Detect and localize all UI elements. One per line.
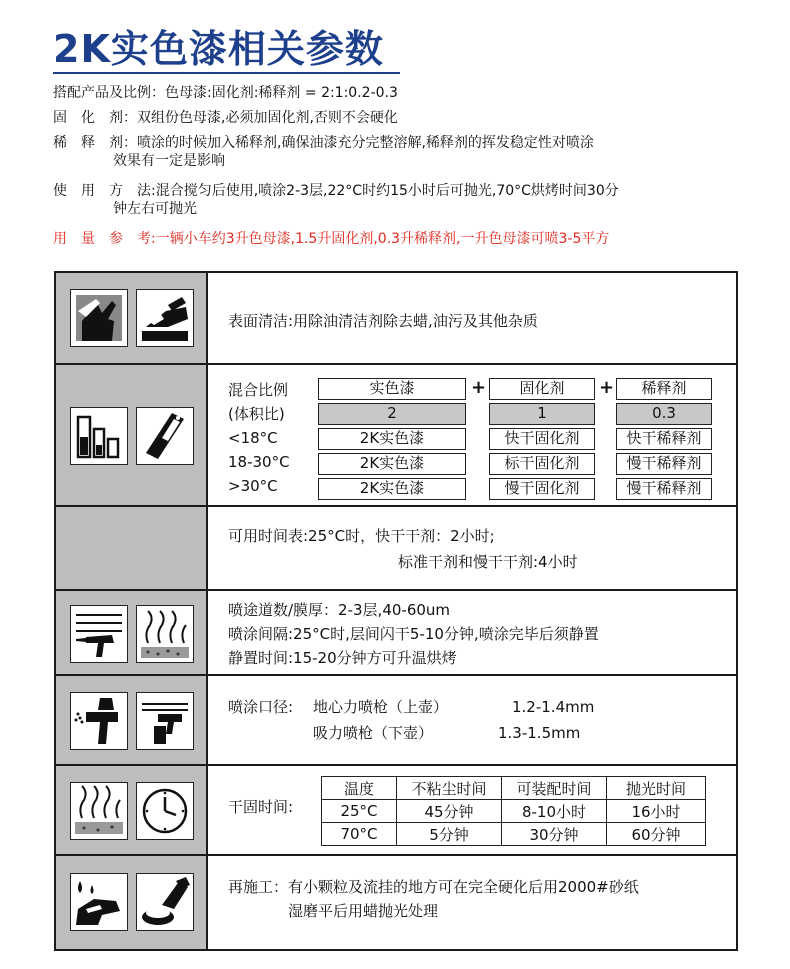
mix-r3-paint: 2K实色漆 — [318, 478, 466, 500]
thinner-line — [53, 134, 594, 170]
drying-cell: 70°C — [322, 823, 397, 846]
mix-head-hardener: 固化剂 — [489, 378, 595, 400]
clean-icon-column — [56, 273, 208, 363]
heat-dry-icon — [70, 782, 128, 840]
thinner-line-1: 稀 释 剂：喷涂的时候加入稀释剂,确保油漆充分完整溶解,稀释剂的挥发稳定性对喷涂 — [53, 135, 594, 151]
mix-label-1: 混合比例 — [228, 381, 289, 399]
stir-stick-icon — [136, 407, 194, 465]
drying-head-polish: 抛光时间 — [607, 777, 706, 800]
drying-icon-column — [56, 766, 208, 854]
clean-row — [56, 273, 736, 365]
table-row — [322, 823, 706, 846]
mix-ratio-thinner: 0.3 — [616, 403, 712, 425]
spray-line-3: 静置时间:15-20分钟方可升温烘烤 — [228, 649, 457, 667]
mix-r1-hardener: 快干固化剂 — [489, 428, 595, 450]
potlife-line-1: 可用时间表:25°C时，快干干剂：2小时; — [228, 527, 495, 545]
mix-temp-1: <18°C — [228, 429, 278, 447]
drying-head-dust: 不粘尘时间 — [397, 777, 502, 800]
drying-head-temp: 温度 — [322, 777, 397, 800]
rework-row — [56, 856, 736, 949]
spray-line-2: 喷涂间隔:25°C时,层间闪干5-10分钟,喷涂完毕后须静置 — [228, 625, 599, 643]
drying-cell: 45分钟 — [397, 800, 502, 823]
mix-head-thinner: 稀释剂 — [616, 378, 712, 400]
suction-gun-icon — [136, 692, 194, 750]
mix-icon-column — [56, 365, 208, 505]
clean-text: 表面清洁:用除油清洁剂除去蜡,油污及其他杂质 — [228, 312, 538, 330]
dosage-line: 用 量 参 考:一辆小车约3升色母漆,1.5升固化剂,0.3升稀释剂,一升色母漆可喷3-5平方 — [53, 231, 610, 247]
mix-ratio-hardener: 1 — [489, 403, 595, 425]
mix-plus-2: + — [599, 377, 615, 398]
polishing-icon — [136, 873, 194, 931]
mix-r3-thinner: 慢干稀释剂 — [616, 478, 712, 500]
drying-cell: 8-10小时 — [502, 800, 607, 823]
mix-row — [56, 365, 736, 507]
wet-sanding-icon — [70, 873, 128, 931]
usage-line-1: 使 用 方 法:混合搅匀后使用,喷涂2-3层,22°C时约15小时后可抛光,70°C烘烤时间30分 — [53, 183, 619, 199]
usage-line-2: 钟左右可抛光 — [113, 201, 197, 217]
spray-gun-layers-icon — [70, 605, 128, 663]
parameter-table — [54, 271, 738, 951]
mix-ratio-paint: 2 — [318, 403, 466, 425]
drying-cell: 25°C — [322, 800, 397, 823]
usage-line — [53, 182, 619, 218]
mix-r1-thinner: 快干稀释剂 — [616, 428, 712, 450]
spray-line-1: 喷途道数/膜厚：2-3层,40-60um — [228, 601, 451, 619]
rework-line-1: 再施工：有小颗粒及流挂的地方可在完全硬化后用2000#砂纸 — [228, 878, 639, 896]
drying-head-assemble: 可装配时间 — [502, 777, 607, 800]
nozzle-size-2: 1.3-1.5mm — [498, 724, 581, 742]
mix-label-2: (体积比) — [228, 405, 285, 423]
drying-table — [321, 776, 706, 846]
rework-line-2: 湿磨平后用蜡抛光处理 — [288, 902, 439, 920]
curing-line: 固 化 剂：双组份色母漆,必须加固化剂,否则不会硬化 — [53, 110, 398, 126]
measuring-cups-icon — [70, 407, 128, 465]
cloth-wipe-icon — [136, 289, 194, 347]
nozzle-gun-2: 吸力喷枪（下壶） — [313, 724, 434, 742]
mix-temp-3: >30°C — [228, 477, 278, 495]
potlife-row — [56, 507, 736, 591]
hand-wipe-icon — [70, 289, 128, 347]
potlife-line-2: 标准干剂和慢干干剂:4小时 — [398, 553, 578, 571]
rework-icon-column — [56, 856, 208, 949]
mix-r2-thinner: 慢干稀释剂 — [616, 453, 712, 475]
drying-cell: 30分钟 — [502, 823, 607, 846]
flash-off-heat-icon — [136, 605, 194, 663]
drying-row — [56, 766, 736, 856]
spray-icon-column — [56, 591, 208, 674]
ratio-line: 搭配产品及比例：色母漆:固化剂:稀释剂 = 2:1:0.2-0.3 — [53, 85, 398, 101]
drying-label: 干固时间: — [228, 798, 294, 816]
nozzle-gun-1: 地心力喷枪（上壶） — [313, 698, 449, 716]
drying-header-row — [322, 777, 706, 800]
title-underline — [53, 72, 400, 74]
page-title: 2K实色漆相关参数 — [53, 27, 384, 71]
drying-cell: 16小时 — [607, 800, 706, 823]
mix-r2-hardener: 标干固化剂 — [489, 453, 595, 475]
drying-cell: 60分钟 — [607, 823, 706, 846]
mix-r2-paint: 2K实色漆 — [318, 453, 466, 475]
mix-head-paint: 实色漆 — [318, 378, 466, 400]
mix-r1-paint: 2K实色漆 — [318, 428, 466, 450]
clock-icon — [136, 782, 194, 840]
mix-temp-2: 18-30°C — [228, 453, 290, 471]
nozzle-label: 喷涂口径: — [228, 698, 294, 716]
nozzle-size-1: 1.2-1.4mm — [512, 698, 595, 716]
nozzle-icon-column — [56, 676, 208, 764]
mix-r3-hardener: 慢干固化剂 — [489, 478, 595, 500]
thinner-line-2: 效果有一定是影响 — [113, 153, 225, 169]
spray-row — [56, 591, 736, 676]
gravity-gun-icon — [70, 692, 128, 750]
nozzle-row — [56, 676, 736, 766]
potlife-icon-column — [56, 507, 208, 589]
table-row — [322, 800, 706, 823]
drying-cell: 5分钟 — [397, 823, 502, 846]
mix-plus-1: + — [471, 377, 487, 398]
